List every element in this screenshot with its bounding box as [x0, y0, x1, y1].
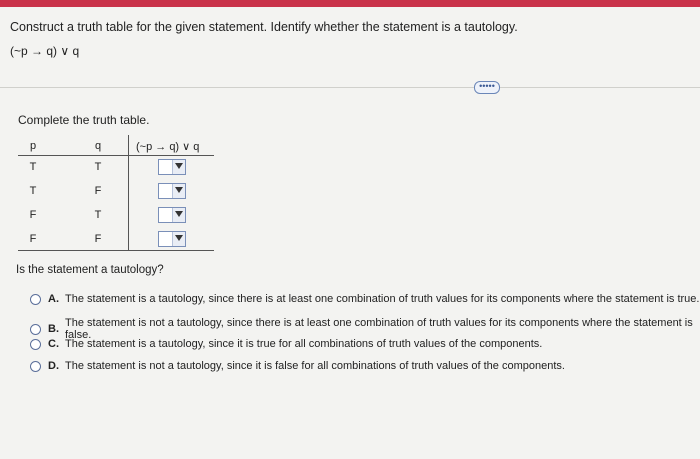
- chevron-down-icon: [175, 163, 183, 169]
- cell-q-3: T: [94, 209, 102, 221]
- header-underline: [18, 155, 214, 156]
- expand-more-button[interactable]: •••••: [474, 81, 500, 94]
- dropdown-row-3[interactable]: [158, 207, 186, 223]
- radio-button[interactable]: [30, 294, 41, 305]
- statement-expression: (~p → q) ∨ q: [10, 44, 80, 58]
- header-expression: (~p → q) ∨ q: [136, 141, 200, 153]
- chevron-down-icon: [175, 235, 183, 241]
- radio-button[interactable]: [30, 324, 41, 335]
- radio-button[interactable]: [30, 339, 41, 350]
- question-prompt: Construct a truth table for the given statement. Identify whether the statement is a tautology.: [10, 20, 518, 34]
- cell-q-2: F: [94, 185, 102, 197]
- option-text: The statement is not a tautology, since there is at least one combination of truth values for its components where the statement is false.: [65, 317, 693, 341]
- header-p: p: [29, 140, 37, 152]
- dropdown-row-4[interactable]: [158, 231, 186, 247]
- radio-button[interactable]: [30, 361, 41, 372]
- truth-table: [18, 135, 214, 251]
- option-d[interactable]: [30, 360, 565, 372]
- table-bottom-line: [18, 250, 214, 251]
- option-text: The statement is not a tautology, since it is false for all combinations of truth values of the components.: [65, 360, 565, 372]
- cell-p-2: T: [29, 185, 37, 197]
- option-text: The statement is a tautology, since there is at least one combination of truth values for its components where the statement is true.: [65, 293, 700, 305]
- cell-p-1: T: [29, 161, 37, 173]
- option-letter: D.: [48, 360, 59, 372]
- dropdown-row-1[interactable]: [158, 159, 186, 175]
- chevron-down-icon: [175, 211, 183, 217]
- section-divider: [0, 87, 700, 88]
- column-divider: [128, 135, 129, 251]
- chevron-down-icon: [175, 187, 183, 193]
- cell-p-4: F: [29, 233, 37, 245]
- cell-q-4: F: [94, 233, 102, 245]
- top-accent-bar: [0, 0, 700, 7]
- option-letter: C.: [48, 338, 59, 350]
- sub-prompt: Complete the truth table.: [18, 113, 150, 127]
- tautology-question: Is the statement a tautology?: [16, 264, 164, 276]
- cell-p-3: F: [29, 209, 37, 221]
- option-text: The statement is a tautology, since it is true for all combinations of truth values of the components.: [65, 338, 543, 350]
- option-letter: B.: [48, 323, 59, 335]
- dropdown-row-2[interactable]: [158, 183, 186, 199]
- cell-q-1: T: [94, 161, 102, 173]
- option-c[interactable]: [30, 338, 542, 350]
- option-letter: A.: [48, 293, 59, 305]
- option-a[interactable]: [30, 293, 699, 305]
- header-q: q: [94, 140, 102, 152]
